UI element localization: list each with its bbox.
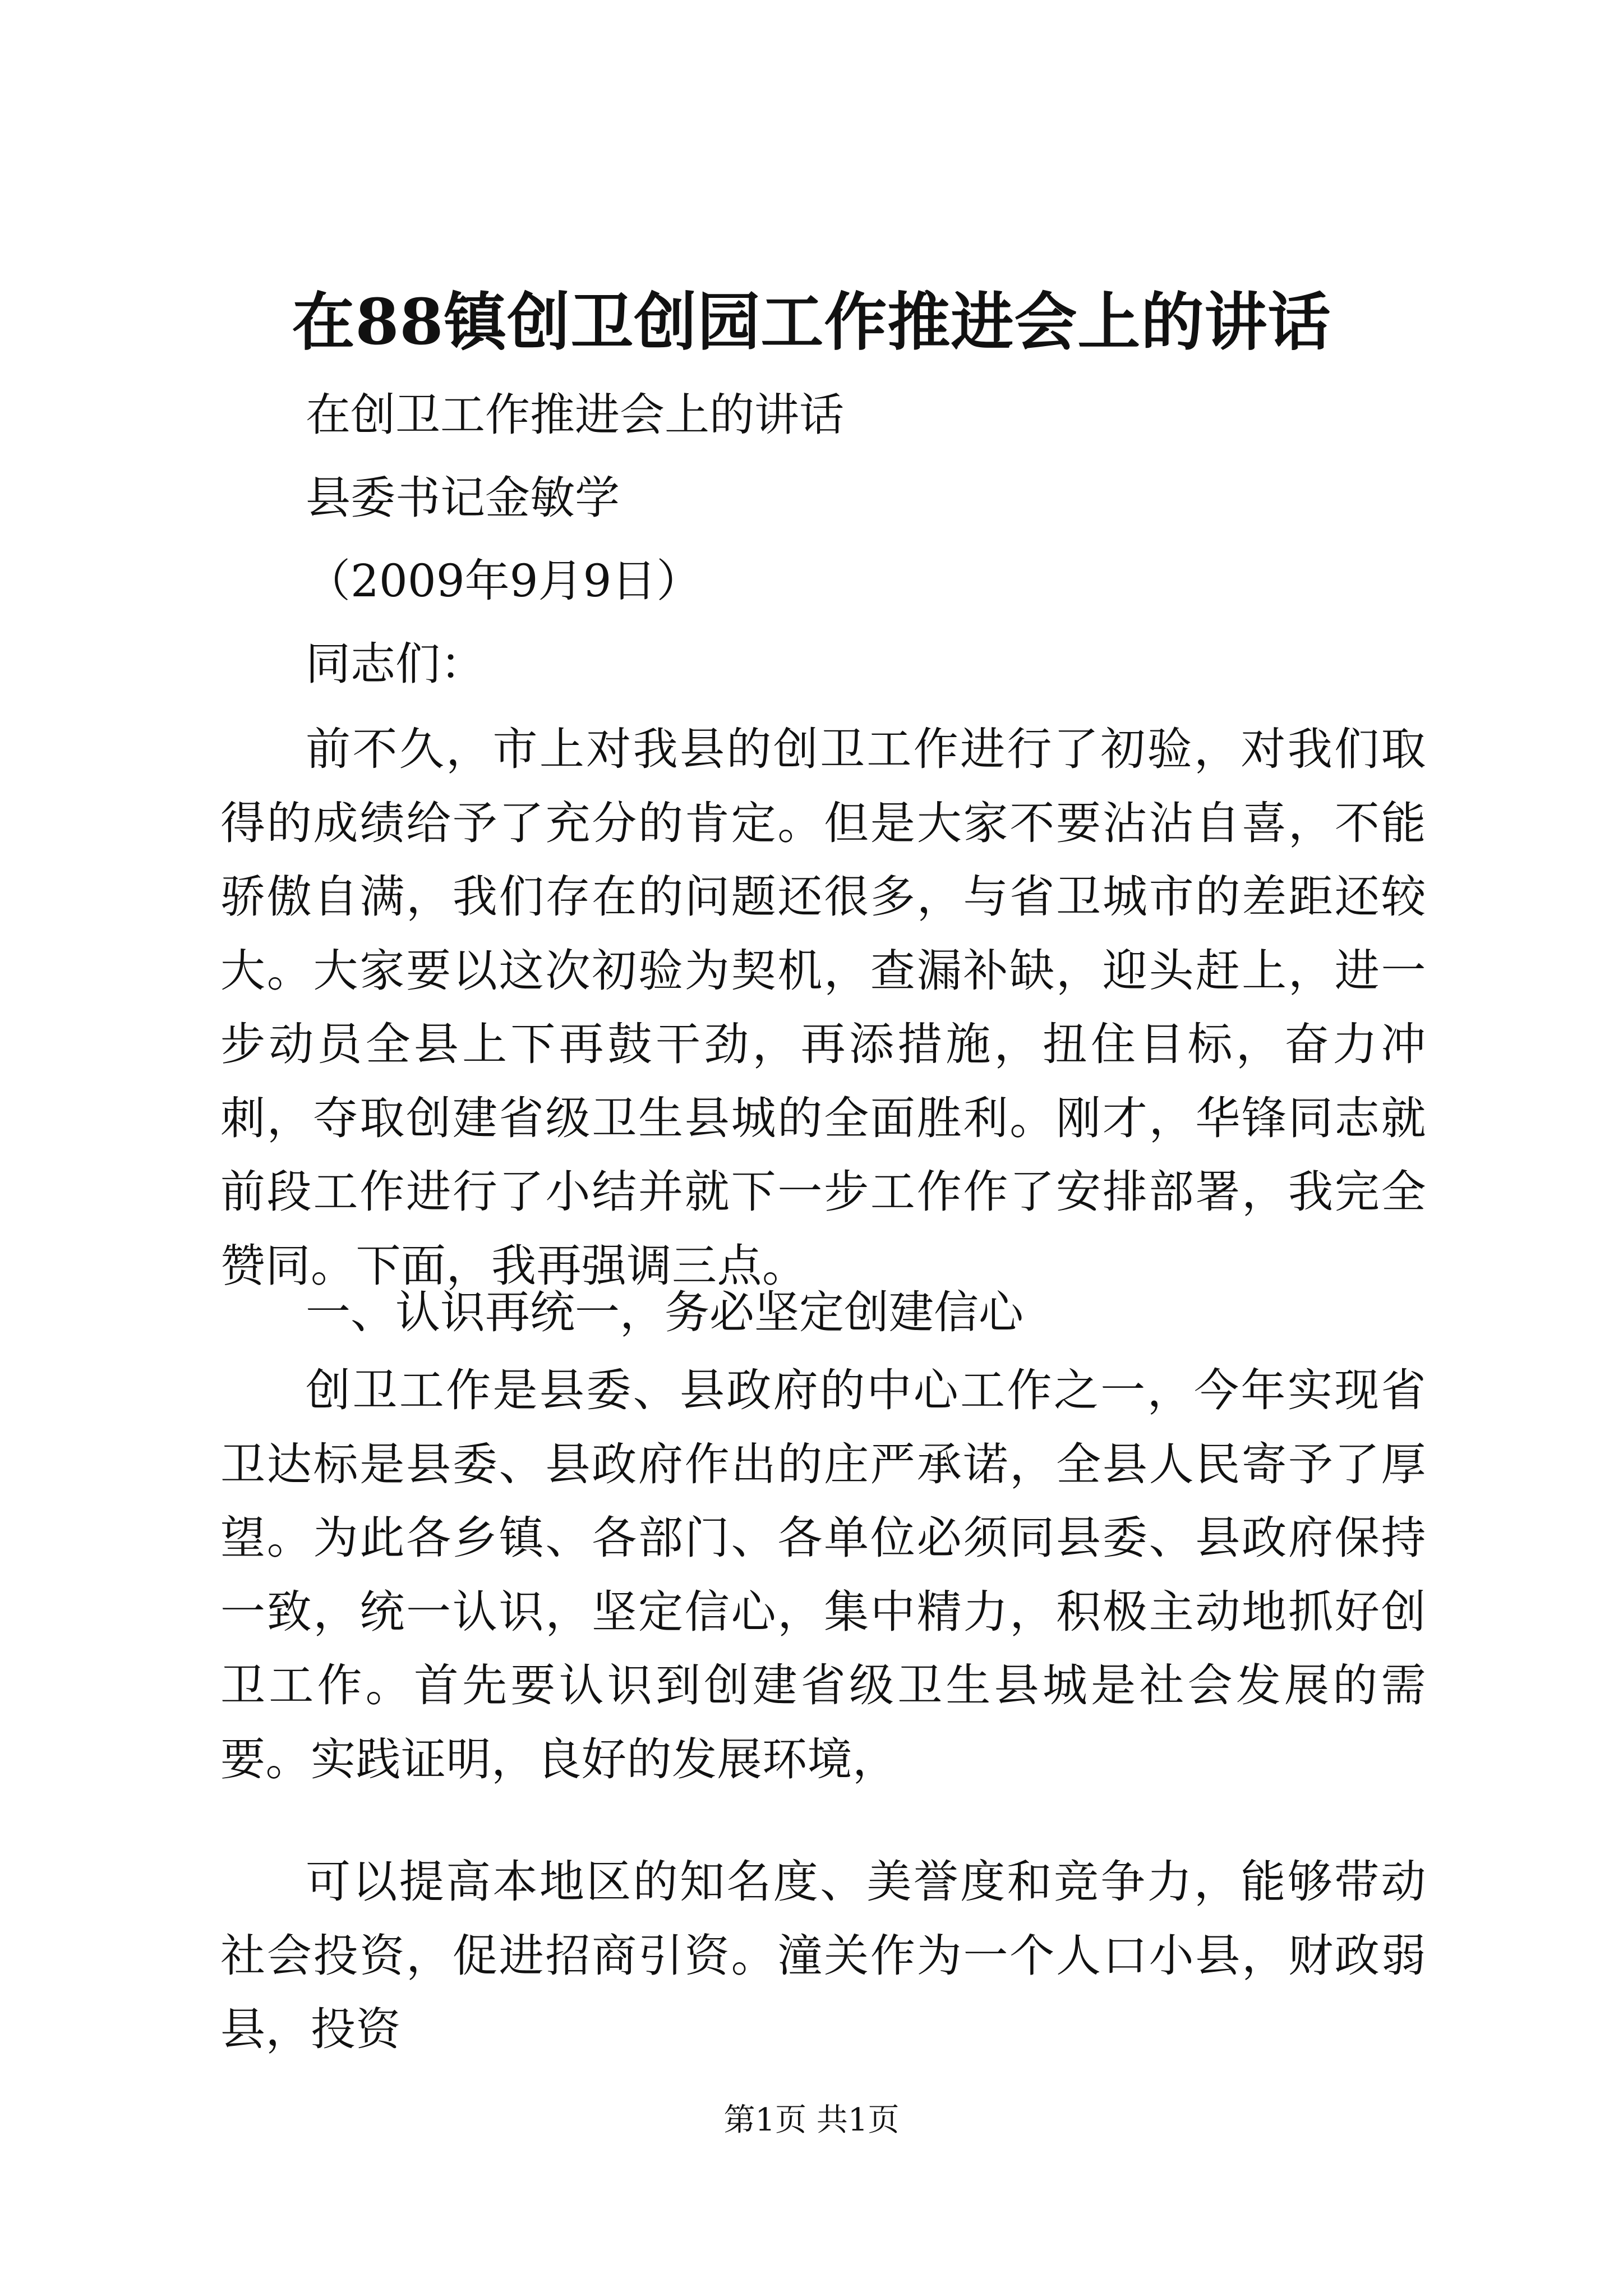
page-footer: 第1页 共1页: [723, 2102, 900, 2138]
body-paragraph-1: 前不久，市上对我县的创卫工作进行了初验，对我们取得的成绩给予了充分的肯定。但是大家不要沾沾自喜，不能骄傲自满，我们存在的问题还很多，与省卫城市的差距还较大。大家要以这次初验为契机，查漏补缺，迎头赶上，进一步动员全县上下再鼓干劲，再添措施，扭住目标，奋力冲刺，夺取创建省级卫生县城的全面胜利。刚才，华锋同志就前段工作进行了小结并就下一步工作作了安排部署，我完全赞同。下面，我再强调三点。: [220, 723, 1426, 1292]
speech-date: （2009年9月9日）: [306, 555, 702, 607]
document-title: 在88镇创卫创园工作推进会上的讲话: [292, 286, 1331, 359]
section-heading: 一、认识再统一，务必坚定创建信心: [306, 1286, 1023, 1338]
speaker-name: 县委书记金敏学: [306, 472, 620, 524]
speech-subtitle: 在创卫工作推进会上的讲话: [306, 389, 844, 441]
body-paragraph-2: 创卫工作是县委、县政府的中心工作之一，今年实现省卫达标是县委、县政府作出的庄严承诺，全县人民寄予了厚望。为此各乡镇、各部门、各单位必须同县委、县政府保持一致，统一认识，坚定信心，集中精力，积极主动地抓好创卫工作。首先要认识到创建省级卫生县城是社会发展的需要。实践证明，良好的发展环境，: [220, 1364, 1426, 1786]
salutation: 同志们：: [306, 638, 485, 690]
body-paragraph-3: 可以提高本地区的知名度、美誉度和竞争力，能够带动社会投资，促进招商引资。潼关作为一个人口小县，财政弱县，投资: [220, 1856, 1426, 2055]
